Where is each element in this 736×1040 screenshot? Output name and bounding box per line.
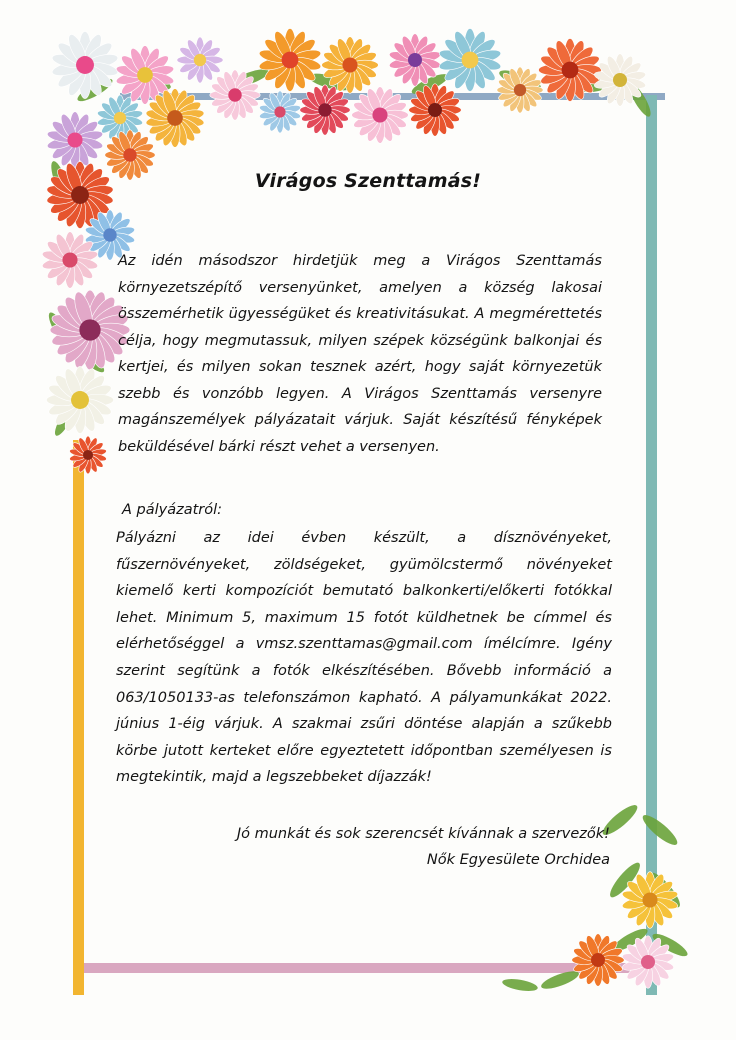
flower-icon	[539, 39, 602, 102]
flower-icon	[438, 29, 502, 92]
page-title: Virágos Szenttamás!	[254, 170, 482, 192]
flower-icon	[322, 37, 379, 94]
flower-icon	[572, 934, 625, 987]
flower-icon	[409, 84, 462, 137]
flower-icon	[51, 31, 119, 98]
section-body: Pályázni az idei évben készült, a dísznövényeket, fűszernövényeket, zöldségeket, gyümölcstermő növényeket kiemelő kerti kompozíciót bemutató balkonkerti/előkerti fotókkal lehet. Minimum 5, maximum 15 fotót küldhetnek be címmel és elérhetőséggel a vmsz.szenttamas@gmail.com ímélcímre. Igény szerint segítünk a fotók elkészítésében. Bővebb információ a 063/1050133-as telefonszámon kapható. A pályamunkákat 2022. június 1-éig várjuk. A szakmai zsűri döntése alapján a szűkebb körbe jutott kerteket előre egyeztetett időpontban személyesen is megtekintik, majd a legszebbeket díjazzák!	[116, 530, 612, 786]
leaf-icon	[501, 977, 538, 993]
flower-icon	[258, 29, 322, 92]
flower-icon	[46, 112, 103, 169]
flower-icon	[352, 87, 409, 144]
left-frame-bar	[73, 440, 84, 995]
section-heading: A pályázatról:	[122, 502, 223, 518]
flower-icon	[497, 67, 543, 113]
intro-paragraph: Az idén másodszor hirdetjük meg a Virágos Szenttamás környezetszépítő versenyünket, amelyen a község lakosai összemérhetik ügyességüket és kreativitásukat. A megmérettetés célja, hogy megmutassuk, milyen szépek községünk balkonjai és kertjei, és milyen sokan tesznek azért, hogy saját környezetük szebb és vonzóbb legyen. A Virágos Szenttamás versenyre magánszemélyek pályázatait várjuk. Saját készítésű fényképek beküldésével bárki részt vehet a versenyen.	[118, 253, 602, 455]
flower-icon	[210, 70, 260, 120]
leaf-icon	[639, 811, 681, 849]
closing-line: Jó munkát és sok szerencsét kívánnak a szervezők!	[236, 826, 610, 842]
flower-icon	[300, 85, 350, 135]
flower-icon	[46, 366, 113, 433]
flower-icon	[177, 37, 223, 83]
bottom-frame-bar	[84, 963, 646, 973]
signature: Nők Egyesülete Orchidea	[426, 852, 610, 868]
right-frame-bar	[646, 95, 657, 995]
